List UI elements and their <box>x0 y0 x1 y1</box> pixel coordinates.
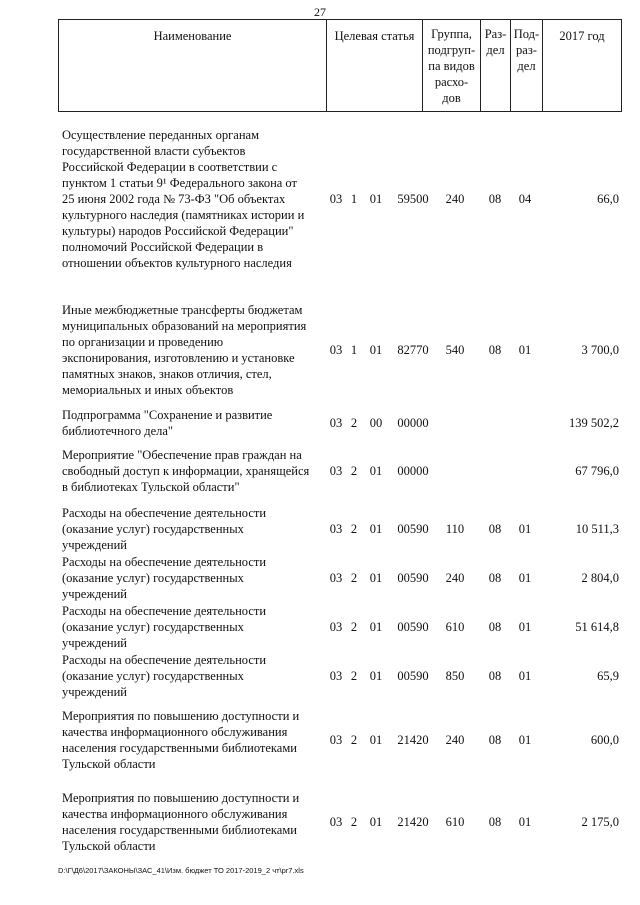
table-row <box>58 407 622 439</box>
row-name <box>62 505 327 553</box>
cell-amount: 66,0 <box>597 192 619 206</box>
cell-program: 03 <box>329 464 343 478</box>
row-name-line: Расходы на обеспечение деятельности <box>62 555 267 569</box>
cell-subprogram: 2 <box>350 669 358 683</box>
cell-event: 01 <box>369 571 383 585</box>
row-name-line: учреждений <box>62 636 127 650</box>
cell-subprogram: 2 <box>350 464 358 478</box>
cell-subsection: 01 <box>518 620 532 634</box>
cell-subsection: 01 <box>518 733 532 747</box>
cell-group: 240 <box>445 571 465 585</box>
cell-section: 08 <box>488 343 502 357</box>
row-name-line: муниципальных образований на мероприятия <box>62 319 307 333</box>
cell-event: 01 <box>369 669 383 683</box>
cell-subprogram: 1 <box>350 343 358 357</box>
row-name-line: отношении объектов культурного наследия <box>62 256 292 270</box>
header-group-line: расхо- <box>434 75 469 89</box>
row-name-line: в библиотеках Тульской области" <box>62 480 240 494</box>
cell-section: 08 <box>488 620 502 634</box>
cell-program: 03 <box>329 733 343 747</box>
header-group <box>422 20 480 111</box>
cell-group: 540 <box>445 343 465 357</box>
row-name <box>62 447 327 495</box>
row-name-line: учреждений <box>62 538 127 552</box>
cell-direction: 00590 <box>397 571 429 585</box>
row-name-line: населения государственными библиотеками <box>62 741 297 755</box>
cell-event: 01 <box>369 192 383 206</box>
cell-direction: 59500 <box>397 192 429 206</box>
cell-group: 240 <box>445 733 465 747</box>
header-section-line: Раз- <box>484 27 507 41</box>
row-name-line: Мероприятия по повышению доступности и <box>62 791 300 805</box>
row-name-line: Подпрограмма "Сохранение и развитие <box>62 408 273 422</box>
header-name <box>58 20 326 111</box>
cell-subprogram: 2 <box>350 571 358 585</box>
table-row <box>58 447 622 495</box>
row-name-line: Мероприятия по повышению доступности и <box>62 709 300 723</box>
row-name-line: памятных знаков, знаков отличия, стел, <box>62 367 272 381</box>
cell-event: 01 <box>369 620 383 634</box>
cell-amount: 2 804,0 <box>581 571 619 585</box>
header-target-article <box>326 20 422 111</box>
cell-program: 03 <box>329 192 343 206</box>
cell-section: 08 <box>488 571 502 585</box>
row-name-line: Российской Федерации в соответствии с <box>62 160 278 174</box>
header-year <box>542 20 622 111</box>
row-name-line: мемориальных и иных объектов <box>62 383 234 397</box>
row-name-line: качества информационного обслуживания <box>62 807 288 821</box>
cell-program: 03 <box>329 522 343 536</box>
cell-amount: 600,0 <box>590 733 619 747</box>
row-name-line: Мероприятие "Обеспечение прав граждан на <box>62 448 302 462</box>
header-group-line: дов <box>442 91 461 105</box>
cell-section: 08 <box>488 669 502 683</box>
row-name-line: Иные межбюджетные трансферты бюджетам <box>62 303 303 317</box>
cell-direction: 00000 <box>397 416 429 430</box>
row-name-line: (оказание услуг) государственных <box>62 522 244 536</box>
table-row <box>58 708 622 772</box>
cell-direction: 00000 <box>397 464 429 478</box>
cell-subprogram: 2 <box>350 416 358 430</box>
cell-direction: 21420 <box>397 815 429 829</box>
cell-group: 240 <box>445 192 465 206</box>
row-name <box>62 407 327 439</box>
cell-section: 08 <box>488 733 502 747</box>
cell-amount: 2 175,0 <box>581 815 619 829</box>
row-name-line: учреждений <box>62 587 127 601</box>
header-subsection-line: Под- <box>513 27 540 41</box>
table-row <box>58 505 622 553</box>
row-name-line: Тульской области <box>62 839 156 853</box>
table-row <box>58 302 622 398</box>
cell-direction: 21420 <box>397 733 429 747</box>
row-name-line: 25 июня 2002 года № 73-ФЗ "Об объектах <box>62 192 286 206</box>
row-name <box>62 790 327 854</box>
cell-event: 01 <box>369 815 383 829</box>
row-name-line: культуры) народов Российской Федерации" <box>62 224 294 238</box>
table-row <box>58 554 622 602</box>
cell-section: 08 <box>488 815 502 829</box>
cell-subsection: 01 <box>518 669 532 683</box>
table-row <box>58 790 622 854</box>
header-section <box>480 20 510 111</box>
cell-subprogram: 2 <box>350 733 358 747</box>
row-name-line: Тульской области <box>62 757 156 771</box>
cell-program: 03 <box>329 669 343 683</box>
row-name-line: (оказание услуг) государственных <box>62 620 244 634</box>
cell-event: 00 <box>369 416 383 430</box>
header-group-line: па видов <box>428 59 475 73</box>
row-name <box>62 554 327 602</box>
row-name-line: учреждений <box>62 685 127 699</box>
row-name-line: (оказание услуг) государственных <box>62 669 244 683</box>
cell-subsection: 04 <box>518 192 532 206</box>
cell-amount: 51 614,8 <box>575 620 619 634</box>
cell-subsection: 01 <box>518 343 532 357</box>
cell-subsection: 01 <box>518 571 532 585</box>
file-path-footer: D:\Г\Д6\2017\ЗАКОНЫ\ЗАС_41\Изм. бюджет ТО 2017-2019_2 чт\pr7.xls <box>58 866 304 875</box>
header-subsection-line: дел <box>517 59 536 73</box>
row-name-line: (оказание услуг) государственных <box>62 571 244 585</box>
table-row <box>58 127 622 271</box>
cell-program: 03 <box>329 416 343 430</box>
header-group-line: подгруп- <box>427 43 476 57</box>
table-row <box>58 603 622 651</box>
cell-amount: 65,9 <box>597 669 619 683</box>
cell-group: 610 <box>445 620 465 634</box>
row-name <box>62 302 327 398</box>
cell-direction: 00590 <box>397 522 429 536</box>
row-name-line: полномочий Российской Федерации в <box>62 240 264 254</box>
cell-amount: 139 502,2 <box>569 416 619 430</box>
cell-group: 110 <box>445 522 465 536</box>
row-name <box>62 652 327 700</box>
cell-direction: 82770 <box>397 343 429 357</box>
cell-program: 03 <box>329 815 343 829</box>
cell-event: 01 <box>369 522 383 536</box>
row-name-line: пунктом 1 статьи 9¹ Федерального закона от <box>62 176 297 190</box>
cell-program: 03 <box>329 571 343 585</box>
cell-event: 01 <box>369 733 383 747</box>
row-name <box>62 708 327 772</box>
row-name <box>62 603 327 651</box>
cell-direction: 00590 <box>397 669 429 683</box>
cell-subprogram: 2 <box>350 522 358 536</box>
cell-subprogram: 2 <box>350 815 358 829</box>
cell-amount: 3 700,0 <box>581 343 619 357</box>
row-name-line: государственной власти субъектов <box>62 144 246 158</box>
cell-group: 850 <box>445 669 465 683</box>
row-name-line: по организации и проведению <box>62 335 224 349</box>
table-row <box>58 652 622 700</box>
header-name-label: Наименование <box>153 29 232 43</box>
cell-subsection: 01 <box>518 522 532 536</box>
cell-subprogram: 2 <box>350 620 358 634</box>
row-name-line: Расходы на обеспечение деятельности <box>62 506 267 520</box>
header-subsection <box>510 20 542 111</box>
cell-section: 08 <box>488 522 502 536</box>
cell-program: 03 <box>329 620 343 634</box>
cell-amount: 10 511,3 <box>575 522 619 536</box>
cell-program: 03 <box>329 343 343 357</box>
header-group-line: Группа, <box>431 27 472 41</box>
cell-section: 08 <box>488 192 502 206</box>
table-header <box>58 19 622 112</box>
header-subsection-line: раз- <box>516 43 537 57</box>
cell-amount: 67 796,0 <box>575 464 619 478</box>
header-target-article-label: Целевая статья <box>334 29 415 43</box>
header-section-line: дел <box>486 43 505 57</box>
cell-direction: 00590 <box>397 620 429 634</box>
row-name <box>62 127 327 271</box>
row-name-line: качества информационного обслуживания <box>62 725 288 739</box>
row-name-line: культурного наследия (памятниках истории и <box>62 208 305 222</box>
row-name-line: населения государственными библиотеками <box>62 823 297 837</box>
row-name-line: Расходы на обеспечение деятельности <box>62 653 267 667</box>
header-year-label: 2017 год <box>559 29 605 43</box>
cell-subprogram: 1 <box>350 192 358 206</box>
row-name-line: библиотечного дела" <box>62 424 174 438</box>
row-name-line: экспонирования, изготовлению и установке <box>62 351 295 365</box>
cell-subsection: 01 <box>518 815 532 829</box>
page-number: 27 <box>314 5 326 19</box>
cell-group: 610 <box>445 815 465 829</box>
row-name-line: свободный доступ к информации, хранящейся <box>62 464 310 478</box>
row-name-line: Расходы на обеспечение деятельности <box>62 604 267 618</box>
cell-event: 01 <box>369 464 383 478</box>
cell-event: 01 <box>369 343 383 357</box>
row-name-line: Осуществление переданных органам <box>62 128 259 142</box>
